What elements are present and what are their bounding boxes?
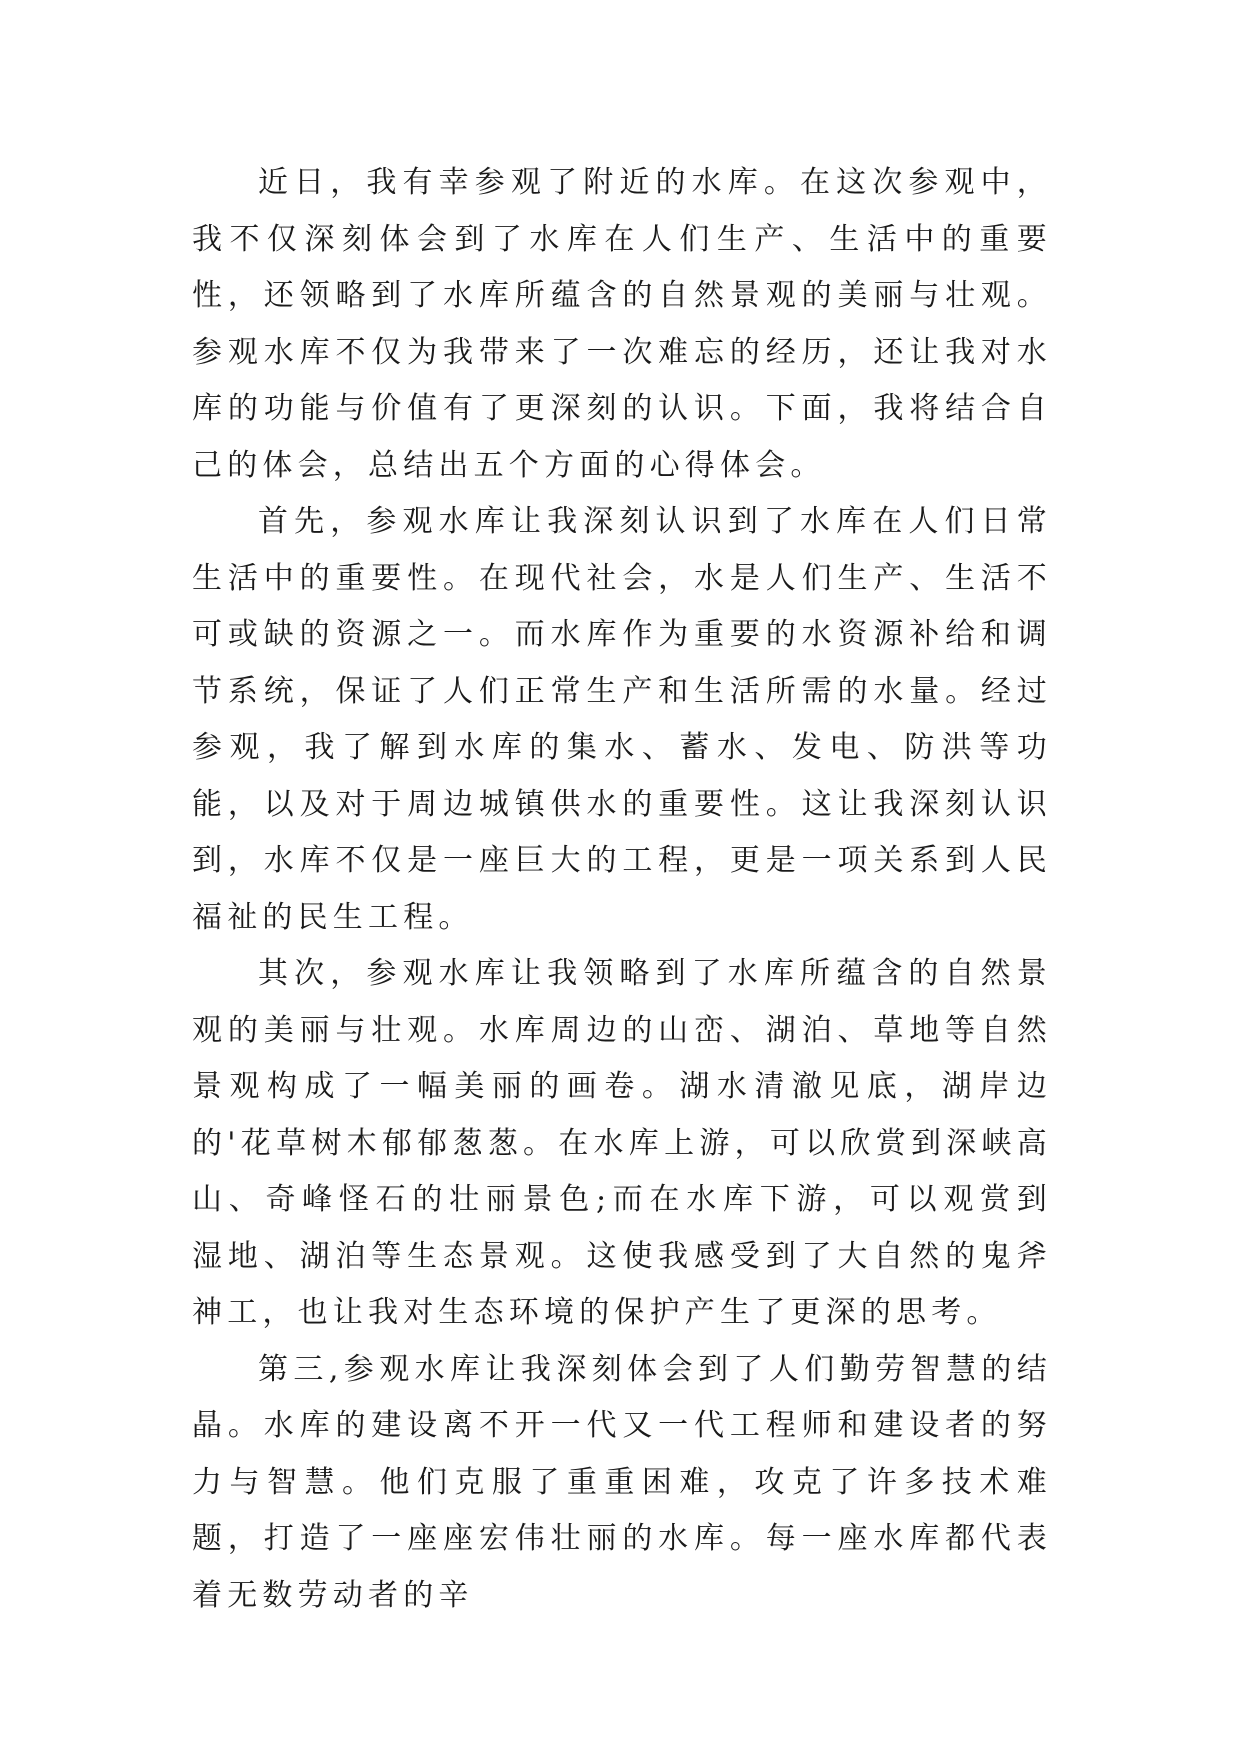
paragraph-first-point: 首先，参观水库让我深刻认识到了水库在人们日常生活中的重要性。在现代社会，水是人们生产、生活不可或缺的资源之一。而水库作为重要的水资源补给和调节系统，保证了人们正常生产和生活所需的水量。经过参观，我了解到水库的集水、蓄水、发电、防洪等功能，以及对于周边城镇供水的重要性。这让我深刻认识到，水库不仅是一座巨大的工程，更是一项关系到人民福祉的民生工程。	[192, 504, 1052, 935]
paragraph-second-point: 其次，参观水库让我领略到了水库所蕴含的自然景观的美丽与壮观。水库周边的山峦、湖泊、草地等自然景观构成了一幅美丽的画卷。湖水清澈见底，湖岸边的'花草树木郁郁葱葱。在水库上游，可以欣赏到深峡高山、奇峰怪石的壮丽景色;而在水库下游，可以观赏到湿地、湖泊等生态景观。这使我感受到了大自然的鬼斧神工，也让我对生态环境的保护产生了更深的思考。	[192, 956, 1052, 1330]
paragraph-intro: 近日，我有幸参观了附近的水库。在这次参观中，我不仅深刻体会到了水库在人们生产、生活中的重要性，还领略到了水库所蕴含的自然景观的美丽与壮观。参观水库不仅为我带来了一次难忘的经历，还让我对水库的功能与价值有了更深刻的认识。下面，我将结合自己的体会，总结出五个方面的心得体会。	[192, 165, 1052, 483]
document-body	[192, 155, 1052, 1624]
paragraph-third-point: 第三,参观水库让我深刻体会到了人们勤劳智慧的结晶。水库的建设离不开一代又一代工程师和建设者的努力与智慧。他们克服了重重困难，攻克了许多技术难题，打造了一座座宏伟壮丽的水库。每一座水库都代表着无数劳动者的辛	[192, 1351, 1052, 1613]
